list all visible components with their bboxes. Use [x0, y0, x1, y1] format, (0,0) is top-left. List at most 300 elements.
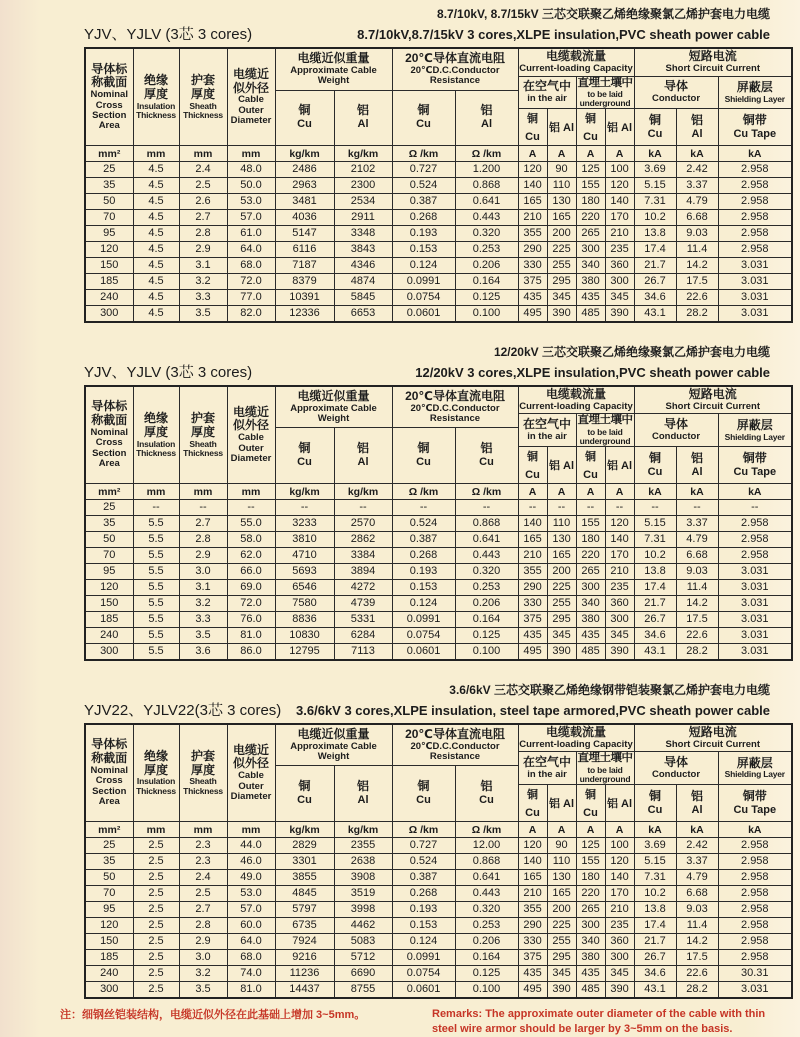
unit-cell: A	[576, 822, 605, 838]
table-header	[85, 386, 792, 500]
cu-tape-cn-label: 铜带	[742, 112, 767, 127]
table-cell: 0.524	[392, 854, 455, 870]
unit-cell: A	[547, 822, 576, 838]
aluminium-cn-label: 铝	[691, 788, 704, 803]
table-cell: --	[179, 500, 227, 516]
table-cell: 17.5	[676, 950, 718, 966]
table-cell: 0.268	[392, 548, 455, 564]
table-row	[85, 210, 792, 226]
table-cell: 28.2	[676, 306, 718, 322]
table-cell: 62.0	[227, 548, 275, 564]
table-cell: 50	[85, 870, 133, 886]
nominal-cn-label: 导体标称截面	[91, 399, 128, 428]
capacity-cn-label: 电缆载流量	[546, 724, 607, 739]
table-cell: 2.5	[133, 918, 179, 934]
table-cell: 4739	[334, 596, 392, 612]
table-cell: 17.5	[676, 612, 718, 628]
table-cell: 2534	[334, 194, 392, 210]
table-cell: 435	[518, 966, 547, 982]
table-cell: 4710	[275, 548, 334, 564]
short-circuit-en-label: Short Circuit Current	[665, 62, 761, 74]
table-cell: 3.37	[676, 854, 718, 870]
table-cell: 390	[547, 644, 576, 660]
table-cell: 3.031	[718, 644, 792, 660]
table-cell: 46.0	[227, 854, 275, 870]
table-cell: 3.031	[718, 290, 792, 306]
table-cell: 140	[605, 194, 634, 210]
table-cell: 4.5	[133, 242, 179, 258]
table-cell: 3.5	[179, 628, 227, 644]
table-cell: 2.4	[179, 162, 227, 178]
table-cell: 290	[518, 242, 547, 258]
aluminium-en-label: Al	[691, 465, 703, 478]
table-cell: 220	[576, 210, 605, 226]
table-cell: 6546	[275, 580, 334, 596]
table-cell: 48.0	[227, 162, 275, 178]
table-cell: --	[718, 500, 792, 516]
table-cell: 0.124	[392, 258, 455, 274]
unit-cell: mm	[227, 146, 275, 162]
sheath-en-label: Sheath Thickness	[183, 438, 223, 458]
unit-cell: mm	[133, 146, 179, 162]
table-cell: 360	[605, 934, 634, 950]
table-cell: 3384	[334, 548, 392, 564]
table-cell: 360	[605, 258, 634, 274]
table-cell: 200	[547, 226, 576, 242]
table-row	[85, 178, 792, 194]
table-cell: 165	[547, 210, 576, 226]
short-circuit-cn-label: 短路电流	[688, 724, 737, 739]
table-cell: 2.3	[179, 854, 227, 870]
table-cell: 345	[547, 628, 576, 644]
table-cell: 435	[576, 290, 605, 306]
copper-cu-label: 铜 Cu	[583, 113, 598, 144]
unit-cell: kg/km	[275, 146, 334, 162]
table-cell: 6690	[334, 966, 392, 982]
table-cell: 4.5	[133, 306, 179, 322]
table-cell: 0.193	[392, 902, 455, 918]
capacity-en-label: Current-loading Capacity	[519, 62, 633, 74]
header-underground-aluminium	[605, 109, 634, 146]
table-cell: 0.0601	[392, 306, 455, 322]
unit-cell: A	[576, 146, 605, 162]
table-cell: 3.2	[179, 966, 227, 982]
header-underground-aluminium	[605, 447, 634, 484]
table-cell: 125	[576, 162, 605, 178]
copper-cu-label: 铜 Cu	[583, 451, 598, 482]
cu-tape-en-label: Cu Tape	[733, 803, 777, 816]
table-cell: 3.5	[179, 982, 227, 998]
table-cell: 2.958	[718, 934, 792, 950]
header-air-aluminium	[547, 785, 576, 822]
table-cell: 43.1	[634, 644, 676, 660]
table-cell: 495	[518, 644, 547, 660]
table-cell: --	[634, 500, 676, 516]
table-cell: 25	[85, 838, 133, 854]
header-cable-weight-group	[275, 724, 392, 766]
table-cell: 2.958	[718, 516, 792, 532]
table-cell: 435	[576, 628, 605, 644]
table-cell: 35	[85, 516, 133, 532]
header-resistance-aluminium	[455, 766, 518, 822]
header-underground-copper	[576, 785, 605, 822]
unit-cell: A	[518, 146, 547, 162]
table-row	[85, 950, 792, 966]
table-cell: 5845	[334, 290, 392, 306]
unit-cell: kA	[676, 484, 718, 500]
header-shielding-layer	[718, 414, 792, 447]
table-cell: 3.37	[676, 178, 718, 194]
table-cell: 3.2	[179, 596, 227, 612]
table-cell: 0.125	[455, 290, 518, 306]
table-cell: 3.031	[718, 612, 792, 628]
unit-cell: kg/km	[275, 484, 334, 500]
table-body	[85, 500, 792, 660]
in-air-en-label: in the air	[527, 431, 567, 443]
table-cell: 330	[518, 934, 547, 950]
table-cell: 345	[547, 290, 576, 306]
capacity-cn-label: 电缆载流量	[546, 49, 607, 64]
copper-en-label: Cu	[647, 127, 663, 140]
header-cable-weight-group	[275, 48, 392, 90]
table-cell: 3233	[275, 516, 334, 532]
unit-cell: kA	[676, 146, 718, 162]
header-sc-copper	[634, 447, 676, 484]
copper-cn-label: 铜	[417, 441, 430, 456]
copper-cn-label: 铜	[649, 450, 662, 465]
copper-cn-label: 铜	[417, 779, 430, 794]
table-cell: 13.8	[634, 226, 676, 242]
table-row	[85, 612, 792, 628]
header-air-copper	[518, 447, 547, 484]
table-cell: 300	[605, 950, 634, 966]
table-cell: 7.31	[634, 194, 676, 210]
table-cell: 2300	[334, 178, 392, 194]
aluminium-cn-label: 铝	[357, 441, 370, 456]
aluminium-cn-label: 铝	[480, 779, 493, 794]
table-cell: 3.0	[179, 564, 227, 580]
table-cell: 25	[85, 162, 133, 178]
table-cell: 11.4	[676, 580, 718, 596]
table-title-english: 8.7/10kV,8.7/15kV 3 cores,XLPE insulation,PVC sheath power cable	[357, 27, 770, 42]
table-cell: 3.1	[179, 580, 227, 596]
table-cell: 5.5	[133, 548, 179, 564]
table-cell: 485	[576, 306, 605, 322]
table-cell: 170	[605, 886, 634, 902]
table-cell: 5083	[334, 934, 392, 950]
unit-cell: kA	[634, 146, 676, 162]
diameter-cn-label: 电缆近似外径	[232, 742, 269, 771]
header-underground	[576, 752, 634, 785]
table-cell: 2.958	[718, 226, 792, 242]
table-cell: 95	[85, 226, 133, 242]
table-cell: 6.68	[676, 548, 718, 564]
table-cell: 0.153	[392, 242, 455, 258]
table-cell: 4.5	[133, 210, 179, 226]
table-cell: 210	[518, 886, 547, 902]
table-cell: 9.03	[676, 226, 718, 242]
table-cell: 3.1	[179, 258, 227, 274]
capacity-en-label: Current-loading Capacity	[519, 738, 633, 750]
table-cell: 5.5	[133, 644, 179, 660]
underground-cn-label: 直埋土壤中	[577, 752, 633, 765]
table-cell: 0.206	[455, 934, 518, 950]
table-cell: 68.0	[227, 950, 275, 966]
table-cell: 2.958	[718, 838, 792, 854]
unit-cell: A	[605, 146, 634, 162]
table-cell: 0.193	[392, 564, 455, 580]
header-weight-aluminium	[334, 766, 392, 822]
cable-model-label: YJV、YJLV (3芯 3 cores)	[84, 26, 253, 43]
table-cell: 330	[518, 596, 547, 612]
header-resistance-aluminium	[455, 90, 518, 146]
table-cell: 345	[605, 290, 634, 306]
unit-cell: Ω /km	[392, 484, 455, 500]
table-cell: 3.031	[718, 306, 792, 322]
table-cell: 12.00	[455, 838, 518, 854]
header-shielding-layer	[718, 752, 792, 785]
table-cell: 225	[547, 918, 576, 934]
resistance-cn-label: 20℃导体直流电阻	[405, 388, 505, 403]
cable-model-label: YJV、YJLV (3芯 3 cores)	[84, 363, 253, 381]
header-air-copper	[518, 109, 547, 146]
table-cell: 2.5	[179, 178, 227, 194]
cable-spec-table	[84, 385, 793, 661]
table-cell: 300	[85, 644, 133, 660]
table-cell: 3998	[334, 902, 392, 918]
header-weight-aluminium	[334, 90, 392, 146]
table-cell: 375	[518, 950, 547, 966]
copper-en-label: Cu	[297, 794, 312, 807]
table-row	[85, 982, 792, 998]
table-cell: 180	[576, 194, 605, 210]
resistance-cn-label: 20℃导体直流电阻	[405, 726, 505, 741]
header-insulation-thickness	[133, 724, 179, 822]
unit-cell: mm	[133, 484, 179, 500]
conductor-cn-label: 导体	[664, 79, 689, 94]
table-cell: 17.4	[634, 242, 676, 258]
table-cell: 0.0991	[392, 950, 455, 966]
copper-cn-label: 铜	[298, 779, 311, 794]
table-cell: 7187	[275, 258, 334, 274]
table-cell: 2.958	[718, 918, 792, 934]
table-cell: 2.9	[179, 242, 227, 258]
table-cell: 5797	[275, 902, 334, 918]
header-underground	[576, 414, 634, 447]
table-cell: 0.387	[392, 532, 455, 548]
copper-en-label: Cu	[297, 118, 312, 131]
table-cell: 0.153	[392, 580, 455, 596]
table-cell: 200	[547, 564, 576, 580]
table-row	[85, 564, 792, 580]
table-row	[85, 516, 792, 532]
table-cell: 295	[547, 612, 576, 628]
table-cell: 300	[605, 612, 634, 628]
insulation-en-label: Insulation Thickness	[136, 776, 176, 796]
table-title-chinese: 3.6/6kV 三芯交联聚乙烯绝缘钢带铠装聚氯乙烯护套电力电缆	[449, 682, 770, 697]
table-cell: 4346	[334, 258, 392, 274]
table-cell: 2.958	[718, 532, 792, 548]
insulation-cn-label: 绝缘厚度	[143, 73, 168, 101]
table-cell: 8836	[275, 612, 334, 628]
table-cell: 0.727	[392, 838, 455, 854]
underground-cn-label: 直埋土壤中	[577, 414, 633, 427]
copper-en-label: Cu	[647, 465, 663, 478]
table-row	[85, 194, 792, 210]
in-air-cn-label: 在空气中	[523, 755, 572, 770]
table-cell: 4874	[334, 274, 392, 290]
table-cell: 22.6	[676, 290, 718, 306]
table-cell: 70	[85, 210, 133, 226]
table-cell: 5331	[334, 612, 392, 628]
table-cell: 10391	[275, 290, 334, 306]
table-cell: 50.0	[227, 178, 275, 194]
table-cell: 2570	[334, 516, 392, 532]
table-title-row	[84, 699, 770, 720]
aluminium-cn-label: 铝	[480, 441, 493, 456]
header-sc-copper	[634, 785, 676, 822]
table-cell: 3481	[275, 194, 334, 210]
table-cell: 300	[85, 982, 133, 998]
table-cell: 57.0	[227, 210, 275, 226]
table-cell: 225	[547, 242, 576, 258]
shielding-cn-label: 屏蔽层	[736, 417, 773, 432]
table-cell: 2486	[275, 162, 334, 178]
table-cell: 74.0	[227, 966, 275, 982]
table-cell: 2102	[334, 162, 392, 178]
table-cell: 2.958	[718, 886, 792, 902]
table-cell: 13.8	[634, 564, 676, 580]
table-cell: 155	[576, 178, 605, 194]
table-cell: 13.8	[634, 902, 676, 918]
table-cell: 5.5	[133, 628, 179, 644]
table-cell: 17.4	[634, 580, 676, 596]
diameter-en-label: Cable Outer Diameter	[230, 432, 272, 465]
table-cell: 4.5	[133, 226, 179, 242]
table-cell: 0.164	[455, 612, 518, 628]
table-cell: 4.79	[676, 870, 718, 886]
header-sheath-thickness	[179, 48, 227, 146]
table-cell: 11.4	[676, 918, 718, 934]
nominal-en-label: Nominal Cross Section Area	[90, 89, 128, 132]
table-header	[85, 724, 792, 838]
table-cell: 2.7	[179, 516, 227, 532]
cu-tape-cn-label: 铜带	[742, 788, 767, 803]
table-row	[85, 548, 792, 564]
weight-cn-label: 电缆近似重量	[297, 388, 370, 403]
table-row	[85, 838, 792, 854]
table-cell: 300	[576, 580, 605, 596]
underground-en-label: to be laid underground	[579, 88, 631, 109]
table-cell: 26.7	[634, 950, 676, 966]
table-cell: 5.5	[133, 612, 179, 628]
table-cell: 3.5	[179, 306, 227, 322]
copper-cn-label: 铜	[298, 103, 311, 118]
table-cell: 0.164	[455, 274, 518, 290]
table-cell: 53.0	[227, 886, 275, 902]
table-cell: 2.5	[133, 870, 179, 886]
nominal-en-label: Nominal Cross Section Area	[90, 764, 128, 808]
table-cell: 4272	[334, 580, 392, 596]
table-cell: 4.5	[133, 194, 179, 210]
table-cell: 150	[85, 258, 133, 274]
unit-cell: A	[518, 484, 547, 500]
header-dc-resistance-group	[392, 48, 518, 90]
table-cell: 5147	[275, 226, 334, 242]
table-cell: 2.4	[179, 870, 227, 886]
aluminium-cn-label: 铝	[357, 779, 370, 794]
table-header	[85, 48, 792, 162]
table-cell: 0.124	[392, 596, 455, 612]
table-cell: 220	[576, 886, 605, 902]
shielding-cn-label: 屏蔽层	[736, 755, 773, 770]
conductor-cn-label: 导体	[664, 417, 689, 432]
table-row	[85, 644, 792, 660]
table-cell: 240	[85, 290, 133, 306]
table-cell: 2.8	[179, 226, 227, 242]
table-cell: 6653	[334, 306, 392, 322]
table-cell: 53.0	[227, 194, 275, 210]
table-cell: 235	[605, 242, 634, 258]
underground-en-label: to be laid underground	[579, 426, 631, 446]
table-cell: 0.868	[455, 516, 518, 532]
footnote-cn-text: 细钢丝铠装结构，电缆近似外径在此基础上增加 3~5mm。	[82, 1008, 366, 1021]
table-cell: 34.6	[634, 966, 676, 982]
nominal-cn-label: 导体标称截面	[91, 737, 128, 766]
table-cell: 355	[518, 902, 547, 918]
unit-cell: mm²	[85, 484, 133, 500]
header-nominal-section	[85, 386, 133, 484]
unit-cell: A	[576, 484, 605, 500]
table-cell: 0.524	[392, 178, 455, 194]
header-resistance-copper	[392, 90, 455, 146]
table-cell: 3.69	[634, 838, 676, 854]
cable-spec-table	[84, 723, 793, 999]
table-cell: 100	[605, 838, 634, 854]
short-circuit-cn-label: 短路电流	[688, 387, 737, 402]
table-cell: 120	[85, 242, 133, 258]
table-cell: 290	[518, 580, 547, 596]
table-row	[85, 596, 792, 612]
table-cell: 0.124	[392, 934, 455, 950]
table-cell: 43.1	[634, 982, 676, 998]
short-circuit-en-label: Short Circuit Current	[665, 738, 761, 750]
table-cell: 0.868	[455, 178, 518, 194]
table-cell: 1.200	[455, 162, 518, 178]
table-cell: 2829	[275, 838, 334, 854]
table-row	[85, 580, 792, 596]
table-cell: 390	[547, 982, 576, 998]
table-cell: 35	[85, 178, 133, 194]
table-cell: 435	[518, 290, 547, 306]
header-weight-aluminium	[334, 428, 392, 484]
table-cell: 2.958	[718, 548, 792, 564]
table-cell: 2.42	[676, 162, 718, 178]
aluminium-en-label: Al	[357, 794, 369, 807]
table-row	[85, 934, 792, 950]
table-cell: 81.0	[227, 982, 275, 998]
table-cell: 0.443	[455, 548, 518, 564]
table-cell: 6.68	[676, 886, 718, 902]
table-cell: 255	[547, 258, 576, 274]
table-cell: 380	[576, 950, 605, 966]
table-row	[85, 532, 792, 548]
shielding-cn-label: 屏蔽层	[736, 79, 773, 94]
table-cell: 380	[576, 274, 605, 290]
insulation-cn-label: 绝缘厚度	[143, 748, 168, 777]
table-sections	[84, 6, 785, 999]
footnote-en-label: Remarks:	[432, 1007, 483, 1020]
